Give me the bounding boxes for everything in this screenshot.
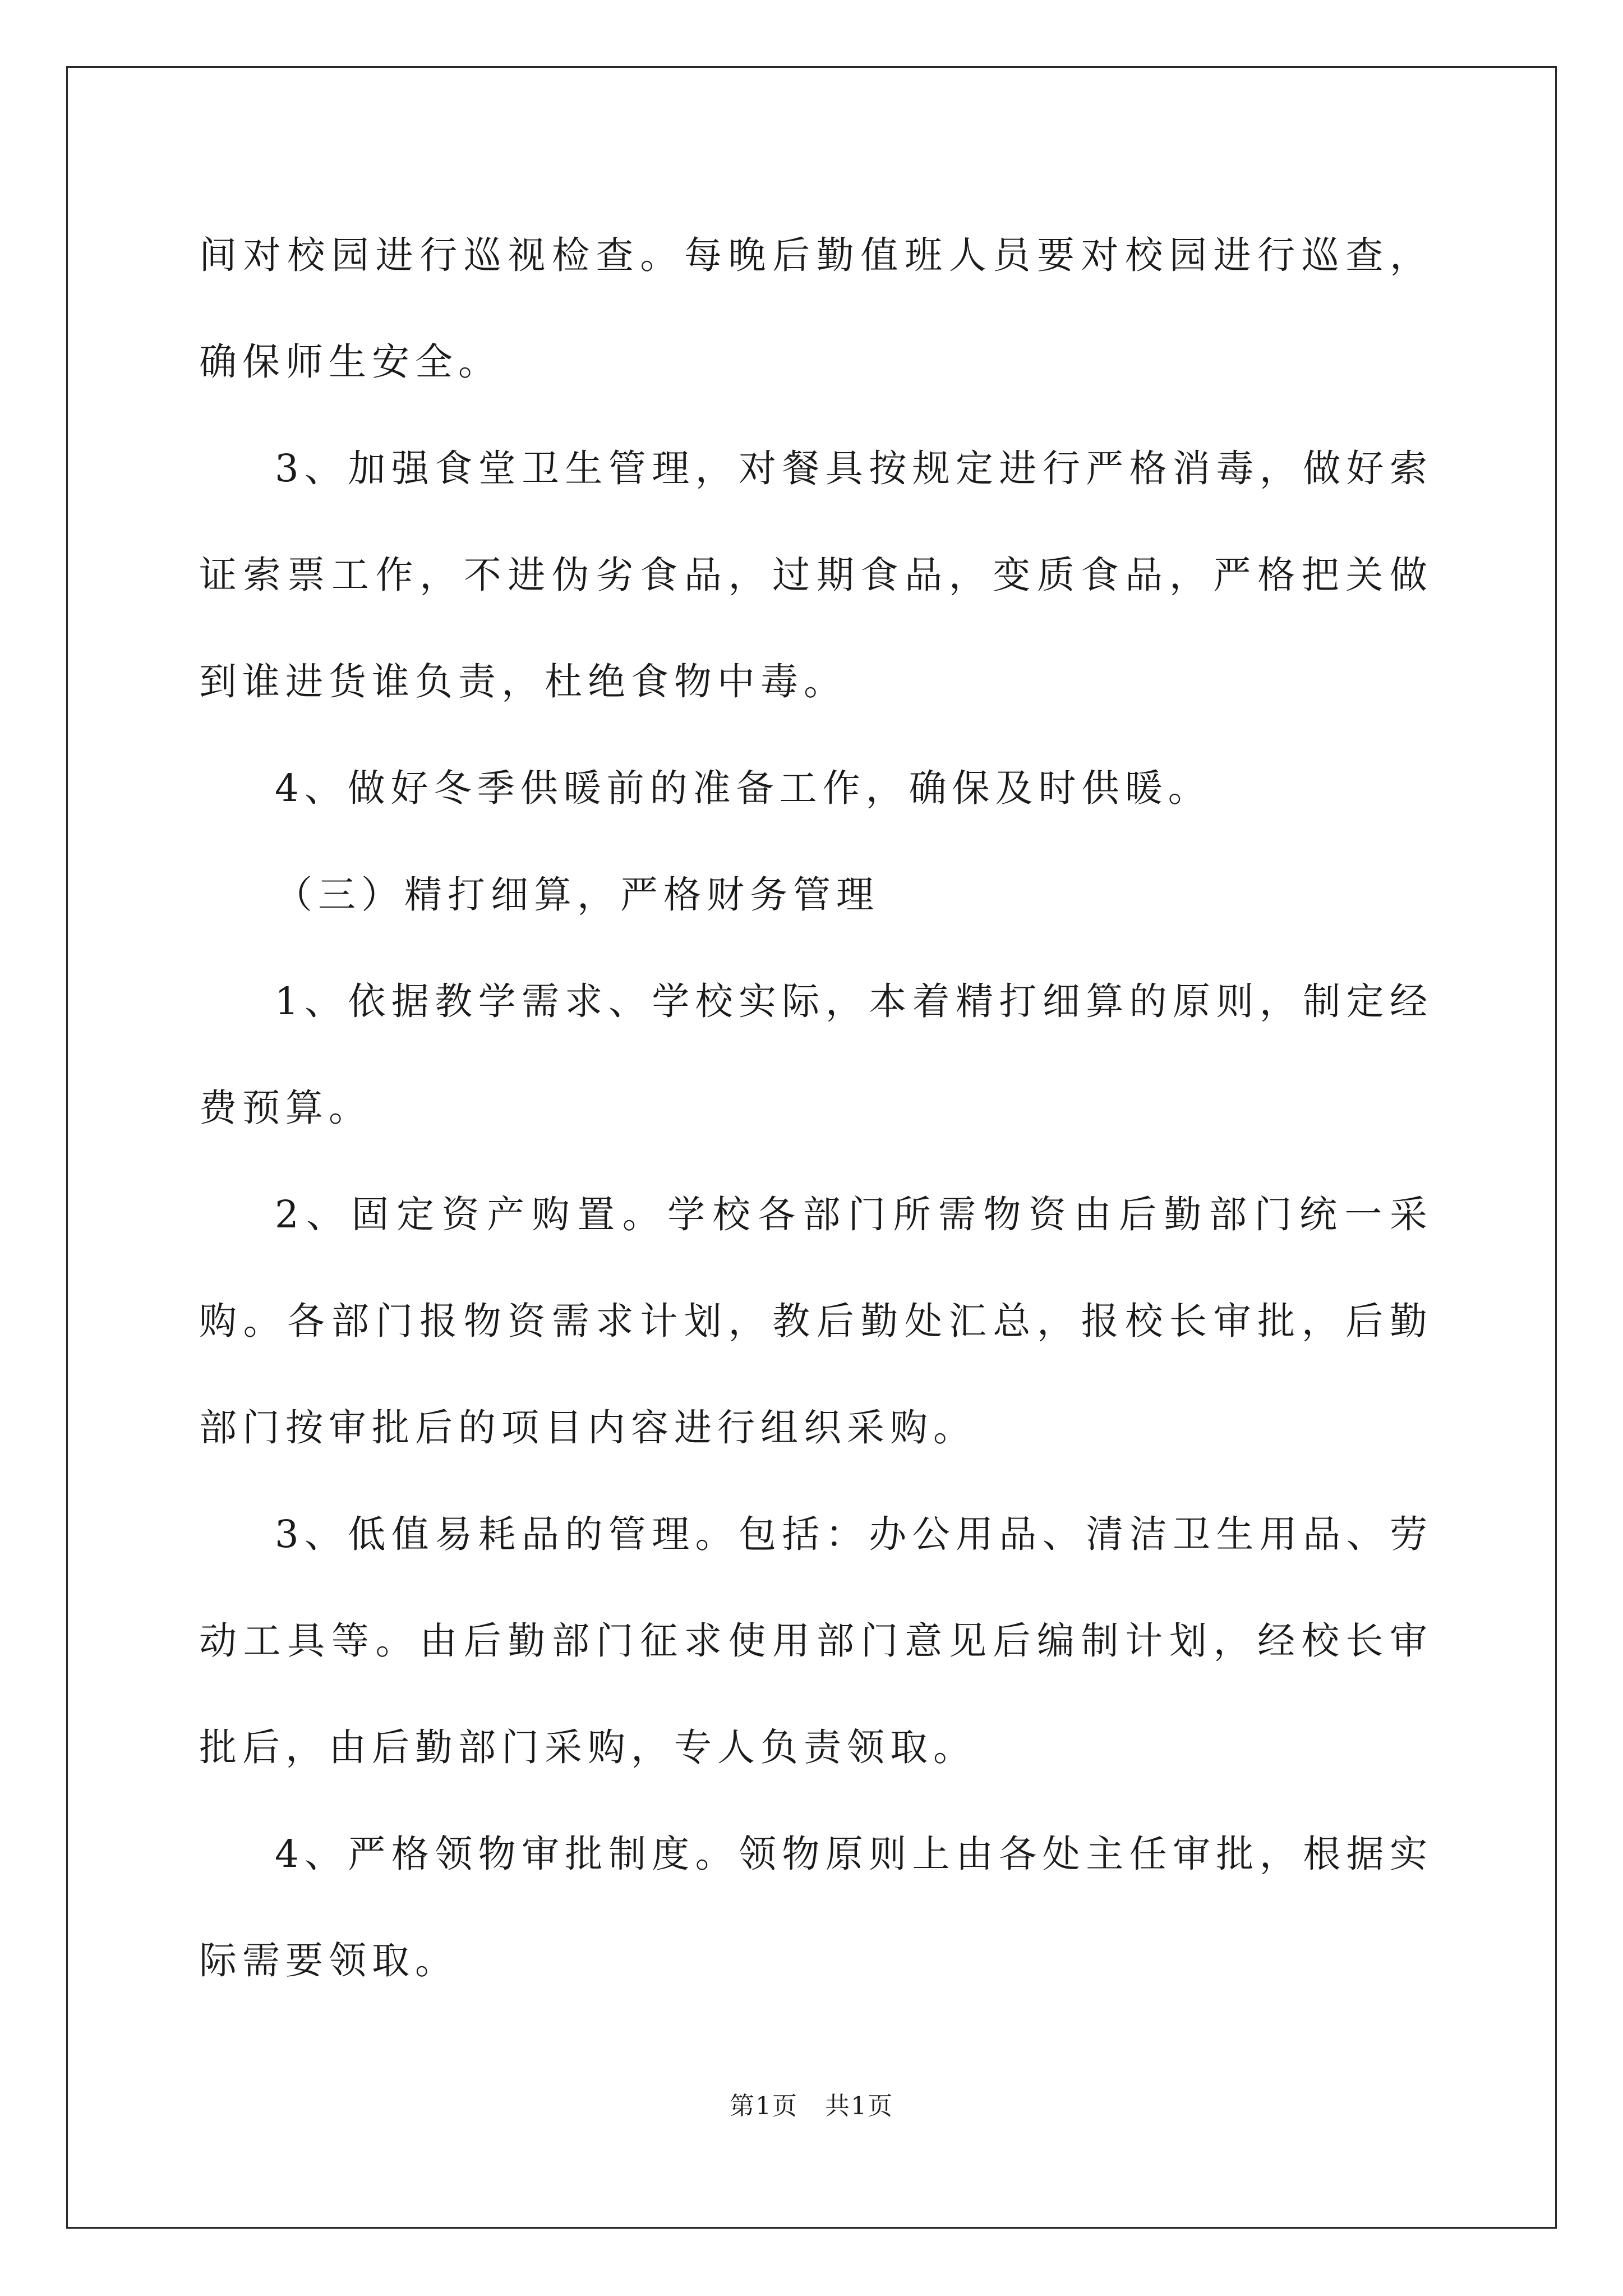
section-heading-finance: （三）精打细算，严格财务管理 [275, 873, 879, 917]
document-body [199, 202, 1433, 2014]
paragraph-requisition-approval: 4、严格领物审批制度。领物原则上由各处主任审批，根据实际需要领取。 [199, 1832, 1433, 1982]
page-footer: 第1页 共1页 [730, 2092, 893, 2120]
paragraph-budget: 1、依据教学需求、学校实际，本着精打细算的原则，制定经费预算。 [199, 979, 1433, 1130]
paragraph-consumables: 3、低值易耗品的管理。包括：办公用品、清洁卫生用品、劳动工具等。由后勤部门征求使用部门意见后编制计划，经校长审批后，由后勤部门采购，专人负责领取。 [199, 1512, 1433, 1769]
paragraph-continuation: 间对校园进行巡视检查。每晚后勤值班人员要对校园进行巡查，确保师生安全。 [199, 233, 1433, 384]
paragraph-winter-heating: 4、做好冬季供暖前的准备工作，确保及时供暖。 [275, 766, 1211, 810]
paragraph-canteen-hygiene: 3、加强食堂卫生管理，对餐具按规定进行严格消毒，做好索证索票工作，不进伪劣食品，过期食品，变质食品，严格把关做到谁进货谁负责，杜绝食物中毒。 [199, 447, 1433, 703]
paragraph-fixed-assets: 2、固定资产购置。学校各部门所需物资由后勤部门统一采购。各部门报物资需求计划，教后勤处汇总，报校长审批，后勤部门按审批后的项目内容进行组织采购。 [199, 1193, 1433, 1450]
